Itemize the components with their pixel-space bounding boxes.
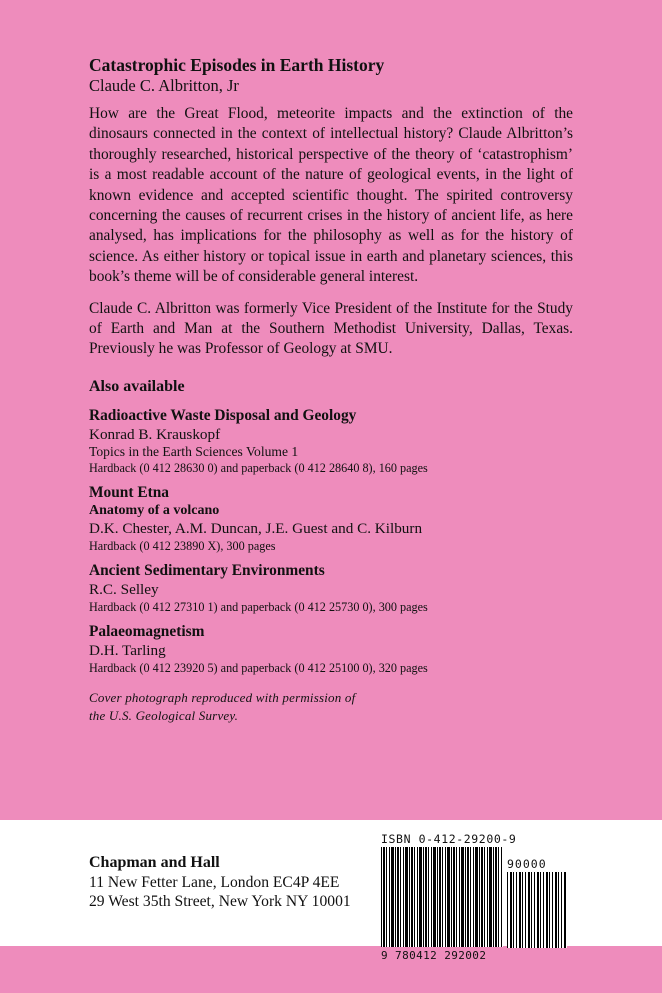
credit-line: the U.S. Geological Survey. [89,707,239,723]
entry-author: D.H. Tarling [89,641,166,659]
isbn-label: ISBN 0-412-29200-9 [381,832,517,846]
price-addon [507,847,567,948]
cover-photo-credit [89,689,573,725]
book-title: Catastrophic Episodes in Earth History [89,55,385,75]
publisher-address-newyork: 29 West 35th Street, New York NY 10001 [89,893,351,910]
book-author: Claude C. Albritton, Jr [89,76,239,95]
publisher-address-london: 11 New Fetter Lane, London EC4P 4EE [89,874,340,891]
addon-digits: 90000 [507,857,547,871]
addon-barcode-icon [507,872,567,948]
entry-details: Hardback (0 412 28630 0) and paperback (0 412 28640 8), 160 pages [89,460,428,475]
publisher-name: Chapman and Hall [89,854,220,871]
also-available-heading: Also available [89,377,185,395]
barcode-bars [381,847,581,948]
entry-details: Hardback (0 412 23920 5) and paperback (0 412 25100 0), 320 pages [89,660,428,675]
barcode-digits: 9 780412 292002 [381,949,487,962]
list-item [89,406,573,476]
book-description: How are the Great Flood, meteorite impacts and the extinction of the dinosaurs connected in the context of intellectual history? Claude Albritton’s thoroughly researched, historical perspective of the theory of ‘catastrophism’ is a most readable account of the nature of geological events, in the light of known evidence and accepted scientific thought. The spirited controversy concerning the causes of recurrent crises in the history of ancient life, as here analysed, has implications for the philosophy as well as for the history of science. As either history or topical issue in earth and planetary sciences, this book’s theme will be of considerable general interest. [89,105,573,286]
entry-title: Radioactive Waste Disposal and Geology [89,406,357,424]
publisher-info [89,853,351,911]
entry-title: Ancient Sedimentary Environments [89,561,325,579]
back-cover-content [89,54,573,725]
ean-barcode-icon [381,847,503,947]
entry-title: Palaeomagnetism [89,622,205,640]
entry-series: Topics in the Earth Sciences Volume 1 [89,443,299,459]
entry-subtitle: Anatomy of a volcano [89,502,220,518]
entry-author: Konrad B. Krauskopf [89,425,221,443]
author-bio: Claude C. Albritton was formerly Vice President of the Institute for the Study of Earth and Man at the Southern Methodist University, Dallas, Texas. Previously he was Professor of Geology at SMU. [89,299,573,358]
list-item [89,483,573,554]
entry-details: Hardback (0 412 27310 1) and paperback (0 412 25730 0), 300 pages [89,599,428,614]
list-item [89,622,573,676]
entry-author: D.K. Chester, A.M. Duncan, J.E. Guest and C. Kilburn [89,519,423,537]
entry-details: Hardback (0 412 23890 X), 300 pages [89,538,276,553]
credit-line: Cover photograph reproduced with permission of [89,689,356,705]
list-item [89,561,573,615]
entry-author: R.C. Selley [89,580,159,598]
isbn-barcode [381,833,581,962]
entry-title: Mount Etna [89,483,169,501]
